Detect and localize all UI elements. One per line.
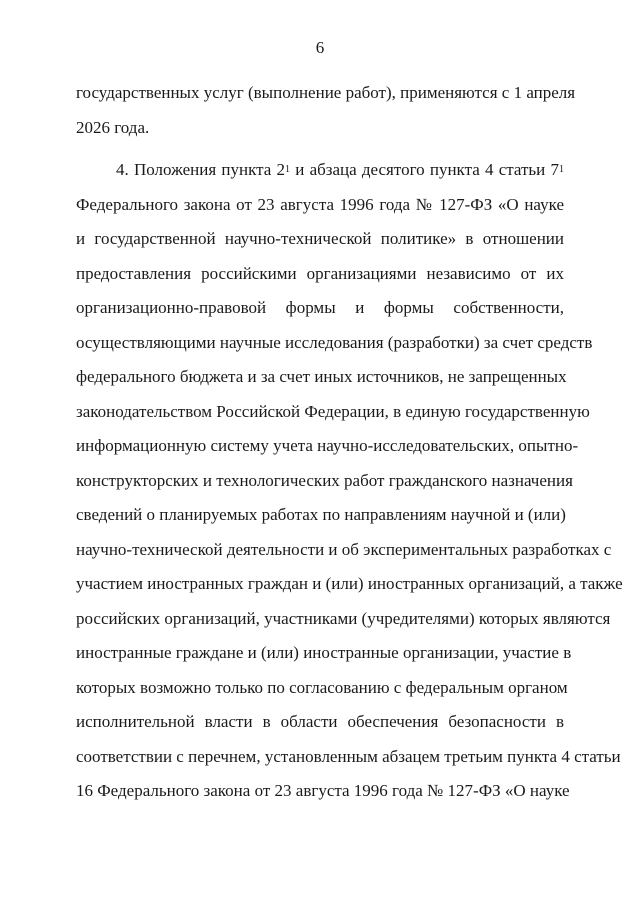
text-line: предоставления российскими организациями независимо от их bbox=[76, 263, 564, 283]
superscript: 1 bbox=[285, 164, 291, 175]
text-line: 16 Федерального закона от 23 августа 1996 года № 127-ФЗ «О науке bbox=[76, 781, 570, 800]
document-body bbox=[76, 76, 623, 809]
text-line: российских организаций, участниками (учредителями) которых являются bbox=[76, 608, 611, 628]
text-fragment: 4. Положения пункта 2 bbox=[116, 160, 286, 179]
text-line: 2026 года. bbox=[76, 117, 150, 137]
text-line: сведений о планируемых работах по направлениям научной и (или) bbox=[76, 505, 566, 524]
text-line: информационную систему учета научно-исследовательских, опытно- bbox=[76, 436, 579, 455]
text-line: соответствии с перечнем, установленным абзацем третьим пункта 4 статьи bbox=[76, 746, 621, 766]
text-fragment: и абзаца десятого пункта 4 статьи 7 bbox=[290, 160, 559, 179]
text-line: осуществляющими научные исследования (разработки) за счет средств bbox=[76, 332, 593, 352]
text-line: и государственной научно-технической политике» в отношении bbox=[76, 229, 564, 248]
paragraph-first-line bbox=[76, 153, 564, 188]
text-line: участием иностранных граждан и (или) иностранных организаций, а также bbox=[76, 574, 623, 593]
text-line: законодательством Российской Федерации, в единую государственную bbox=[76, 401, 590, 421]
text-line: иностранные граждане и (или) иностранные организации, участие в bbox=[76, 643, 572, 662]
text-line: Федерального закона от 23 августа 1996 года № 127-ФЗ «О науке bbox=[76, 194, 564, 214]
text-line: которых возможно только по согласованию с федеральным органом bbox=[76, 677, 568, 697]
text-line: федерального бюджета и за счет иных источников, не запрещенных bbox=[76, 367, 567, 386]
page-number: 6 bbox=[315, 38, 325, 57]
text-line: конструкторских и технологических работ гражданского назначения bbox=[76, 470, 573, 490]
paragraph-gap bbox=[76, 145, 564, 153]
superscript: 1 bbox=[559, 164, 564, 175]
text-line: организационно-правовой формы и формы собственности, bbox=[76, 298, 564, 317]
text-line: научно-технической деятельности и об экспериментальных разработках с bbox=[76, 539, 612, 559]
text-line: исполнительной власти в области обеспечения безопасности в bbox=[76, 712, 564, 731]
text-line: государственных услуг (выполнение работ), применяются с 1 апреля bbox=[76, 83, 576, 102]
